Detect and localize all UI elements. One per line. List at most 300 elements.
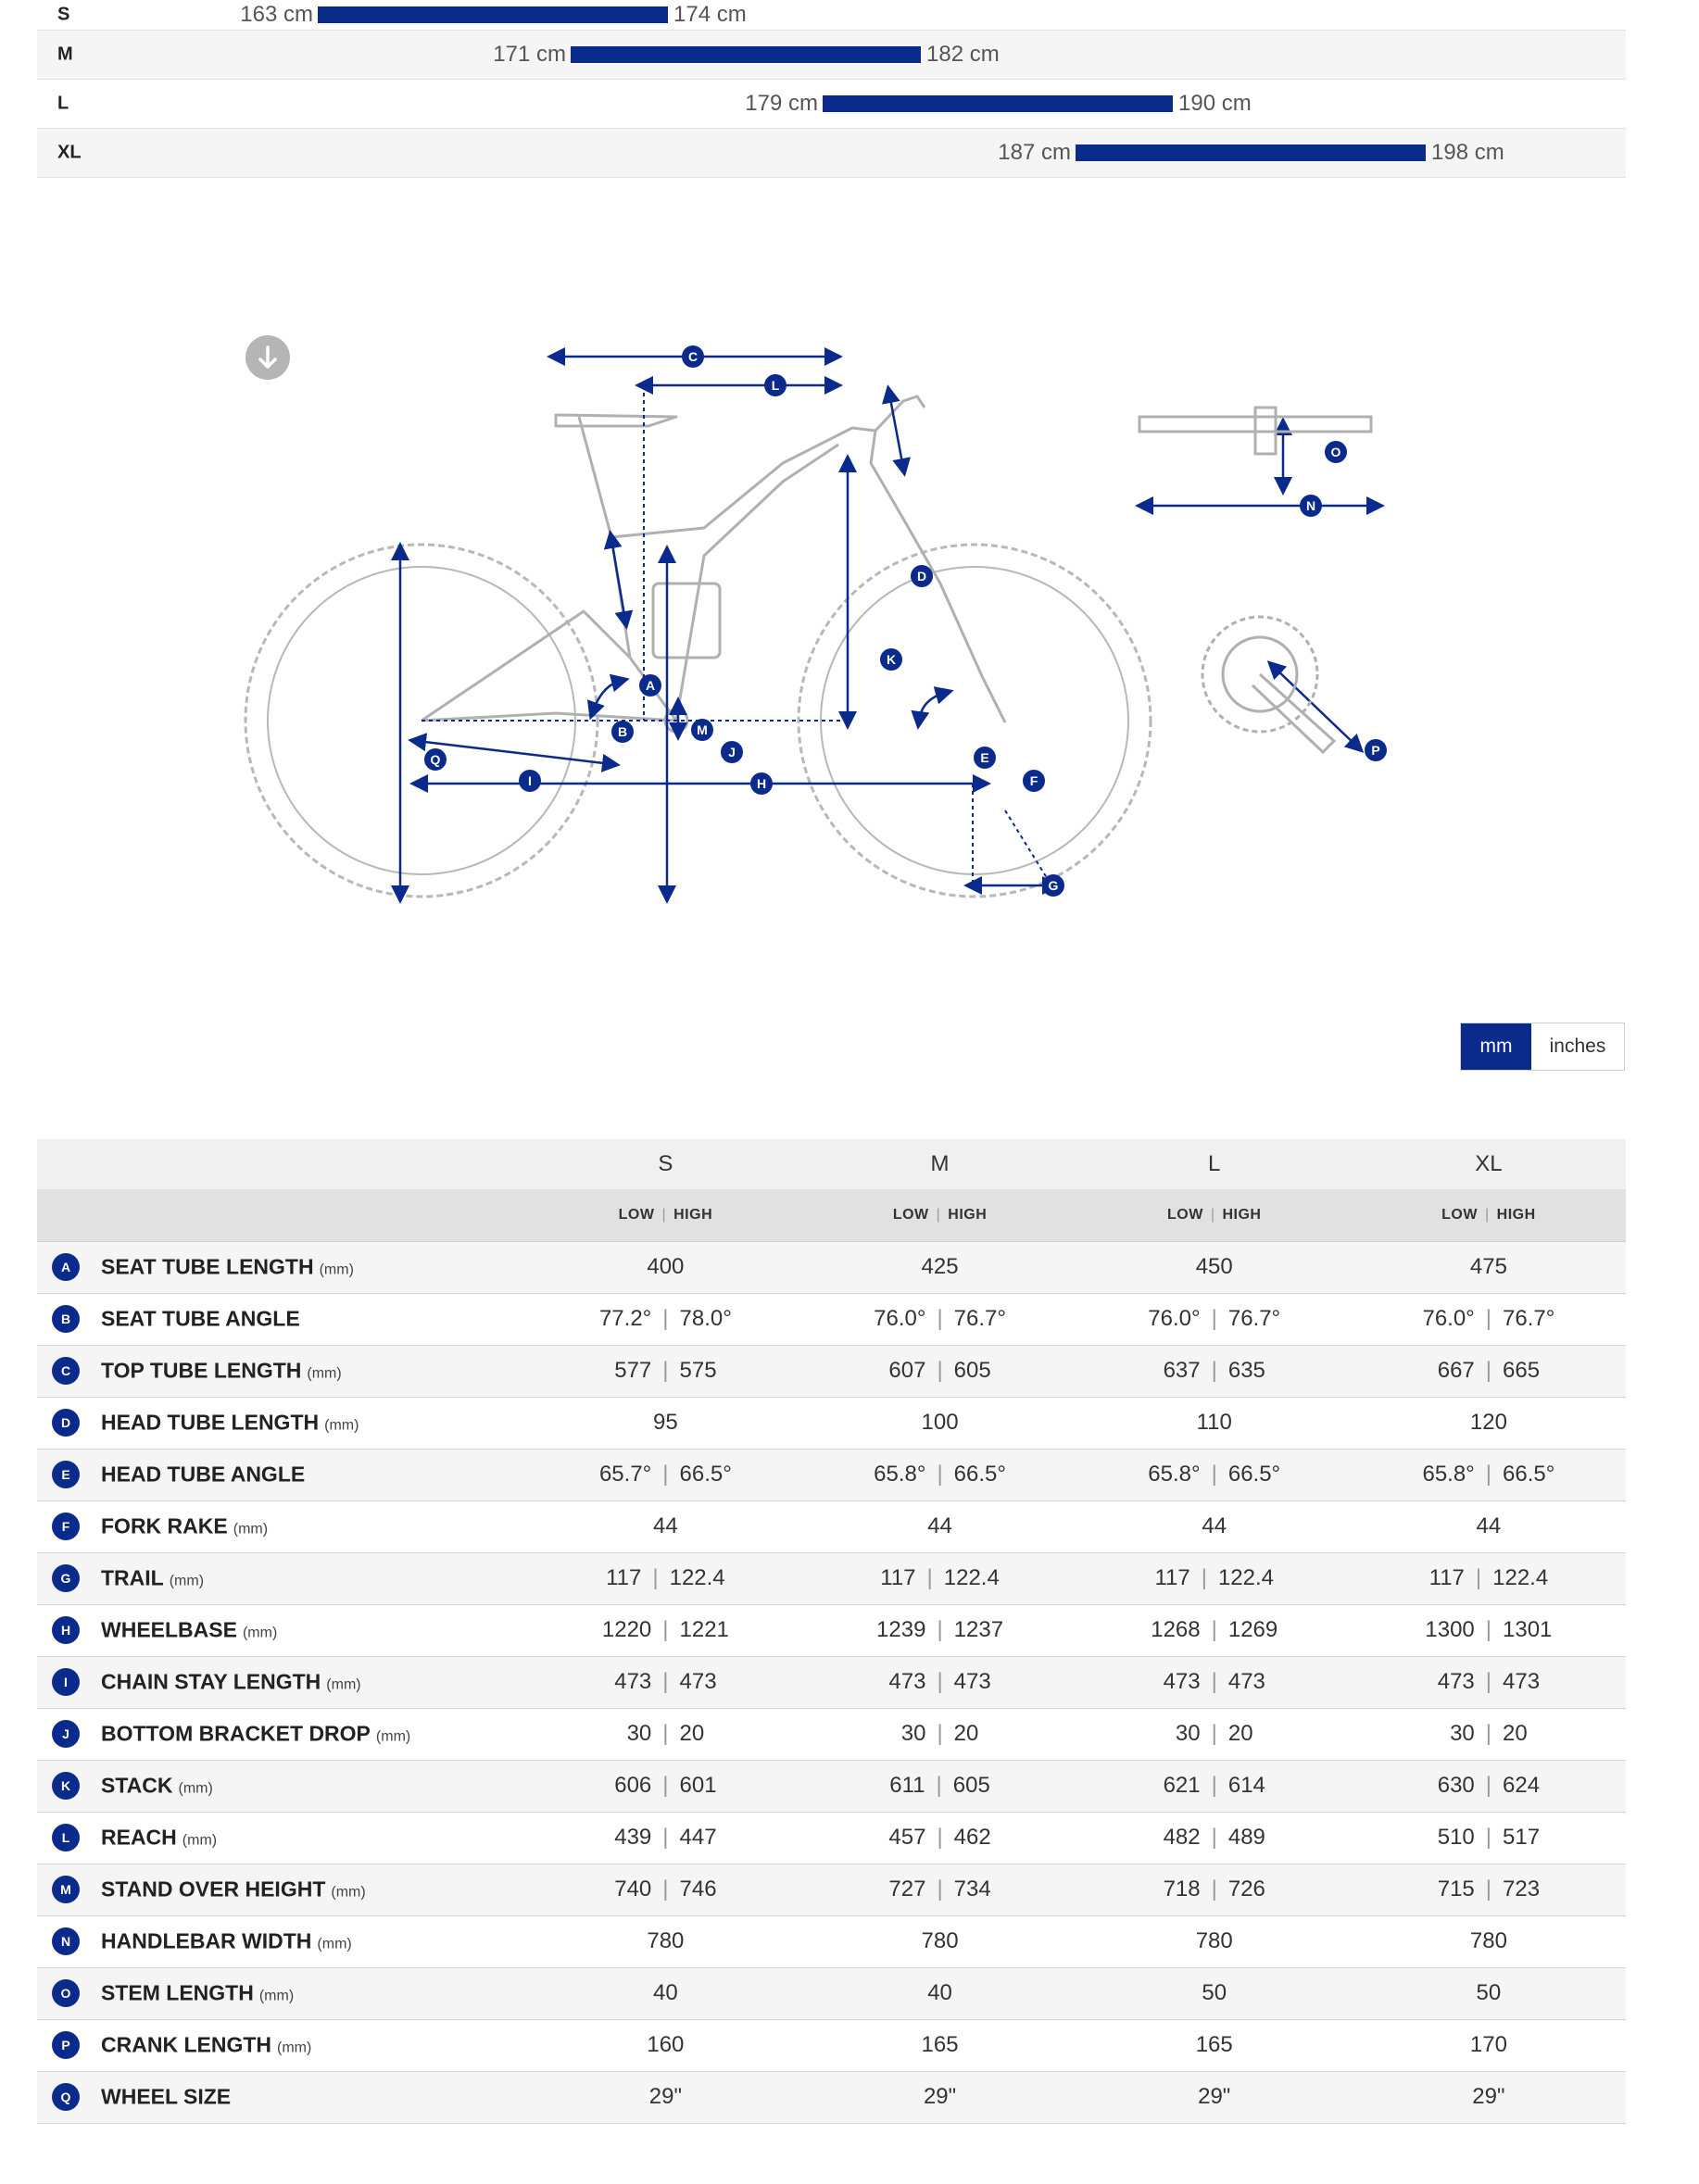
parameter-unit: (mm) — [182, 1832, 218, 1849]
value-high: 20 — [679, 1721, 705, 1746]
value-separator: | — [1211, 1669, 1217, 1694]
parameter-label: HANDLEBAR WIDTH — [101, 1928, 312, 1953]
callout-e — [974, 747, 996, 769]
value-low: 40 — [653, 1980, 678, 2005]
size-label: S — [57, 4, 70, 25]
value-cell — [1352, 1915, 1626, 1967]
value-high: 1269 — [1227, 1617, 1278, 1642]
value-separator: | — [662, 1462, 669, 1487]
parameter-unit: (mm) — [178, 1780, 213, 1797]
value-high: 20 — [1227, 1721, 1253, 1746]
value-cell — [528, 1293, 802, 1345]
parameter-name — [101, 1307, 306, 1332]
size-header-row — [37, 1139, 1626, 1189]
value-low: 120 — [1469, 1410, 1507, 1435]
height-min: 163 cm — [240, 2, 313, 27]
value-high: 517 — [1503, 1825, 1541, 1850]
front-wheel — [799, 545, 1151, 897]
value-separator: | — [1475, 1565, 1482, 1590]
callout-m — [691, 719, 713, 741]
size-header: XL — [1475, 1151, 1503, 1176]
parameter-label: CHAIN STAY LENGTH — [101, 1669, 321, 1694]
rider-height-chart — [37, 0, 1626, 178]
value-high: 489 — [1227, 1825, 1265, 1850]
parameter-name — [101, 1514, 268, 1539]
parameter-cell — [37, 1241, 528, 1293]
parameter-cell — [37, 1449, 528, 1500]
value-separator: | — [926, 1565, 933, 1590]
value-low: 510 — [1437, 1825, 1475, 1850]
value-low: 50 — [1202, 1980, 1227, 2005]
low-label: LOW — [1441, 1206, 1478, 1223]
value-separator: | — [652, 1565, 659, 1590]
parameter-cell — [37, 1915, 528, 1967]
parameter-label: WHEEL SIZE — [101, 2084, 232, 2109]
value-high: 746 — [679, 1876, 717, 1902]
high-label: HIGH — [1222, 1206, 1262, 1223]
value-low: 170 — [1469, 2032, 1507, 2057]
value-high: 462 — [953, 1825, 991, 1850]
value-cell — [528, 2019, 802, 2071]
parameter-badge: L — [52, 1824, 80, 1851]
value-cell — [528, 2071, 802, 2123]
value-cell — [802, 2019, 1076, 2071]
value-cell — [1352, 1293, 1626, 1345]
parameter-badge: F — [52, 1512, 80, 1540]
parameter-unit: (mm) — [169, 1573, 205, 1589]
parameter-badge: C — [52, 1357, 80, 1385]
value-cell — [802, 1708, 1076, 1760]
value-separator: | — [1211, 1462, 1217, 1487]
table-row — [37, 1500, 1626, 1552]
value-separator: | — [1485, 1876, 1492, 1902]
value-cell — [802, 1241, 1076, 1293]
value-high: 122.4 — [1217, 1565, 1274, 1590]
value-high: 635 — [1227, 1358, 1265, 1383]
unit-mm-button[interactable]: mm — [1461, 1023, 1531, 1070]
parameter-cell — [37, 1812, 528, 1864]
table-row — [37, 1967, 1626, 2019]
value-low: 780 — [647, 1928, 685, 1953]
callout-o — [1325, 441, 1347, 463]
parameter-badge: M — [52, 1876, 80, 1903]
value-low: 95 — [653, 1410, 678, 1435]
height-max: 182 cm — [926, 42, 1000, 67]
callout-letter: A — [645, 678, 656, 693]
table-row — [37, 2071, 1626, 2123]
value-low: 1268 — [1151, 1617, 1201, 1642]
value-separator: | — [1211, 1617, 1217, 1642]
crank-detail — [1202, 617, 1334, 752]
parameter-badge: Q — [52, 2083, 80, 2111]
value-separator: | — [936, 1773, 942, 1798]
value-separator: | — [662, 1876, 669, 1902]
low-high-header — [1352, 1189, 1626, 1241]
callout-letter: M — [697, 722, 708, 737]
value-high: 122.4 — [943, 1565, 1000, 1590]
parameter-name — [101, 1618, 277, 1643]
callout-letter: E — [980, 750, 989, 765]
value-low: 165 — [1195, 2032, 1233, 2057]
parameter-label: STEM LENGTH — [101, 1980, 254, 2005]
parameter-name — [101, 1566, 204, 1591]
parameter-cell — [37, 1293, 528, 1345]
parameter-badge: H — [52, 1616, 80, 1644]
table-row — [37, 1864, 1626, 1915]
parameter-label: TRAIL — [101, 1565, 164, 1590]
parameter-label: STACK — [101, 1773, 173, 1798]
value-cell — [1352, 1708, 1626, 1760]
value-low: 400 — [647, 1254, 685, 1279]
high-label: HIGH — [948, 1206, 988, 1223]
frame — [422, 396, 1005, 732]
value-cell — [1077, 1293, 1352, 1345]
value-low: 76.0° — [874, 1306, 926, 1331]
rider-height-row — [37, 129, 1626, 178]
header-blank — [37, 1189, 528, 1241]
value-cell — [528, 1604, 802, 1656]
parameter-cell — [37, 1397, 528, 1449]
value-cell — [1352, 1345, 1626, 1397]
value-cell — [1077, 1241, 1352, 1293]
value-low: 630 — [1437, 1773, 1475, 1798]
callout-g — [1042, 874, 1064, 897]
size-header: S — [658, 1151, 673, 1176]
value-low: 29" — [923, 2084, 957, 2109]
value-high: 66.5° — [1503, 1462, 1555, 1487]
value-cell — [528, 1864, 802, 1915]
value-separator: | — [662, 1617, 669, 1642]
parameter-name — [101, 1411, 359, 1436]
value-cell — [1077, 1500, 1352, 1552]
value-low: 44 — [1476, 1513, 1502, 1538]
value-cell — [528, 1760, 802, 1812]
value-separator: | — [1201, 1565, 1207, 1590]
parameter-label: SEAT TUBE LENGTH — [101, 1254, 314, 1279]
value-cell — [1077, 1864, 1352, 1915]
value-cell — [1077, 1915, 1352, 1967]
height-range-bar — [571, 46, 921, 63]
value-cell — [1077, 1760, 1352, 1812]
parameter-badge: O — [52, 1979, 80, 2007]
value-low: 77.2° — [598, 1306, 652, 1331]
value-separator: | — [937, 1617, 943, 1642]
value-cell — [528, 1967, 802, 2019]
callout-letter: F — [1029, 773, 1038, 788]
parameter-badge: P — [52, 2031, 80, 2059]
value-high: 66.5° — [953, 1462, 1006, 1487]
value-low: 457 — [888, 1825, 926, 1850]
callout-letter: I — [528, 773, 532, 788]
bike-geometry-drawing — [37, 278, 1626, 1010]
parameter-badge: A — [52, 1253, 80, 1281]
value-separator: | — [662, 1669, 669, 1694]
parameter-unit: (mm) — [324, 1417, 359, 1434]
height-min: 179 cm — [745, 91, 818, 116]
callout-n — [1300, 495, 1322, 517]
value-low: 780 — [921, 1928, 959, 1953]
parameter-unit: (mm) — [307, 1365, 342, 1382]
value-separator: | — [662, 1721, 669, 1746]
value-low: 473 — [888, 1669, 926, 1694]
value-cell — [802, 1552, 1076, 1604]
parameter-badge: B — [52, 1305, 80, 1333]
table-row — [37, 1241, 1626, 1293]
value-low: 100 — [921, 1410, 959, 1435]
size-header: L — [1208, 1151, 1221, 1176]
value-cell — [1352, 1812, 1626, 1864]
value-high: 473 — [1227, 1669, 1265, 1694]
parameter-cell — [37, 1708, 528, 1760]
separator: | — [661, 1206, 667, 1223]
callout-k — [880, 648, 902, 671]
callout-letter: L — [771, 378, 780, 393]
callout-l — [764, 374, 787, 396]
parameter-unit: (mm) — [258, 1988, 295, 2004]
value-cell — [802, 1915, 1076, 1967]
value-low: 110 — [1196, 1410, 1232, 1435]
height-max: 198 cm — [1431, 140, 1504, 165]
parameter-name — [101, 1826, 217, 1851]
value-separator: | — [1211, 1721, 1217, 1746]
callout-p — [1365, 739, 1387, 761]
value-low: 727 — [888, 1876, 926, 1902]
value-cell — [802, 1449, 1076, 1500]
value-separator: | — [937, 1825, 943, 1850]
value-high: 723 — [1503, 1876, 1541, 1902]
value-separator: | — [1485, 1617, 1492, 1642]
value-separator: | — [937, 1306, 943, 1331]
value-cell — [1352, 1864, 1626, 1915]
value-cell — [528, 1500, 802, 1552]
callout-letter: G — [1048, 878, 1059, 893]
table-row — [37, 1656, 1626, 1708]
value-cell — [1077, 2019, 1352, 2071]
parameter-label: WHEELBASE — [101, 1617, 237, 1642]
value-high: 76.7° — [1227, 1306, 1281, 1331]
parameter-unit: (mm) — [375, 1728, 411, 1745]
value-low: 30 — [1175, 1721, 1201, 1746]
parameter-unit: (mm) — [326, 1676, 361, 1693]
value-cell — [528, 1397, 802, 1449]
value-separator: | — [937, 1721, 943, 1746]
callout-letter: K — [886, 652, 897, 667]
low-high-header-row — [37, 1189, 1626, 1241]
callout-letter: B — [617, 724, 628, 739]
parameter-unit: (mm) — [319, 1261, 354, 1278]
parameter-unit: (mm) — [331, 1884, 366, 1901]
value-low: 482 — [1163, 1825, 1201, 1850]
separator: | — [936, 1206, 941, 1223]
value-low: 30 — [1450, 1721, 1475, 1746]
separator: | — [1210, 1206, 1215, 1223]
page-content — [37, 0, 1626, 2109]
value-low: 29" — [648, 2084, 682, 2109]
unit-inches-button[interactable]: inches — [1531, 1023, 1624, 1070]
parameter-label: REACH — [101, 1825, 177, 1850]
value-low: 425 — [921, 1254, 959, 1279]
value-high: 76.7° — [1503, 1306, 1555, 1331]
table-row — [37, 1708, 1626, 1760]
callout-letter: H — [756, 776, 767, 791]
value-low: 621 — [1163, 1773, 1201, 1798]
callout-d — [911, 565, 933, 587]
value-low: 40 — [927, 1980, 952, 2005]
parameter-badge: G — [52, 1564, 80, 1592]
value-low: 740 — [614, 1876, 652, 1902]
height-max: 190 cm — [1178, 91, 1252, 116]
table-row — [37, 1915, 1626, 1967]
value-low: 780 — [1195, 1928, 1233, 1953]
download-arrow-icon[interactable] — [245, 335, 290, 380]
value-cell — [1352, 1500, 1626, 1552]
value-low: 117 — [1428, 1565, 1465, 1590]
callout-letter: Q — [430, 752, 441, 767]
value-cell — [528, 1449, 802, 1500]
parameter-name — [101, 1462, 310, 1487]
parameter-cell — [37, 2019, 528, 2071]
parameter-label: BOTTOM BRACKET DROP — [101, 1721, 371, 1746]
value-high: 78.0° — [679, 1306, 732, 1331]
value-low: 50 — [1476, 1980, 1502, 2005]
parameter-cell — [37, 1345, 528, 1397]
value-cell — [1077, 2071, 1352, 2123]
value-separator: | — [1485, 1825, 1492, 1850]
callout-letter: P — [1371, 743, 1380, 758]
value-cell — [802, 1604, 1076, 1656]
value-low: 450 — [1195, 1254, 1233, 1279]
value-separator: | — [1211, 1825, 1217, 1850]
parameter-cell — [37, 1967, 528, 2019]
low-high-header — [802, 1189, 1076, 1241]
value-cell — [1352, 1760, 1626, 1812]
callout-j — [721, 741, 743, 763]
value-low: 611 — [889, 1773, 925, 1798]
value-low: 637 — [1163, 1358, 1201, 1383]
value-low: 117 — [880, 1565, 916, 1590]
callout-i — [519, 770, 541, 792]
value-low: 76.0° — [1148, 1306, 1201, 1331]
parameter-label: SEAT TUBE ANGLE — [101, 1306, 300, 1331]
height-max: 174 cm — [673, 2, 747, 27]
callout-letter: N — [1305, 498, 1316, 513]
low-label: LOW — [892, 1206, 929, 1223]
size-header: M — [930, 1151, 950, 1176]
parameter-unit: (mm) — [242, 1625, 278, 1641]
value-cell — [1077, 1397, 1352, 1449]
callout-a — [639, 674, 661, 697]
value-cell — [1352, 1397, 1626, 1449]
value-low: 44 — [1202, 1513, 1227, 1538]
value-high: 122.4 — [669, 1565, 725, 1590]
parameter-cell — [37, 1500, 528, 1552]
value-low: 65.7° — [598, 1462, 652, 1487]
value-low: 30 — [900, 1721, 926, 1746]
value-cell — [1352, 2071, 1626, 2123]
value-high: 601 — [679, 1773, 717, 1798]
value-high: 473 — [1503, 1669, 1541, 1694]
value-cell — [1352, 1552, 1626, 1604]
value-high: 614 — [1227, 1773, 1265, 1798]
low-high-header — [528, 1189, 802, 1241]
parameter-label: FORK RAKE — [101, 1513, 228, 1538]
parameter-label: TOP TUBE LENGTH — [101, 1358, 302, 1383]
value-low: 160 — [647, 2032, 685, 2057]
value-separator: | — [1485, 1306, 1492, 1331]
parameter-name — [101, 1722, 410, 1747]
high-label: HIGH — [1496, 1206, 1536, 1223]
value-cell — [528, 1915, 802, 1967]
low-label: LOW — [618, 1206, 655, 1223]
value-cell — [1352, 1604, 1626, 1656]
parameter-label: CRANK LENGTH — [101, 2032, 271, 2057]
value-low: 577 — [614, 1358, 652, 1383]
value-low: 715 — [1437, 1876, 1475, 1902]
value-separator: | — [1211, 1876, 1217, 1902]
parameter-cell — [37, 1604, 528, 1656]
table-row — [37, 1397, 1626, 1449]
parameter-badge: N — [52, 1927, 80, 1955]
value-low: 473 — [614, 1669, 652, 1694]
size-label: XL — [57, 142, 82, 163]
parameter-name — [101, 1929, 352, 1954]
value-high: 473 — [679, 1669, 717, 1694]
table-row — [37, 1760, 1626, 1812]
value-high: 665 — [1503, 1358, 1541, 1383]
table-row — [37, 1345, 1626, 1397]
value-cell — [528, 1552, 802, 1604]
value-high: 473 — [953, 1669, 991, 1694]
geometry-diagram — [37, 278, 1626, 1010]
value-cell — [528, 1656, 802, 1708]
value-cell — [1352, 1241, 1626, 1293]
header-blank — [37, 1139, 528, 1189]
value-high: 66.5° — [679, 1462, 732, 1487]
value-high: 20 — [953, 1721, 979, 1746]
value-separator: | — [937, 1876, 943, 1902]
value-separator: | — [662, 1825, 669, 1850]
value-cell — [1352, 1656, 1626, 1708]
parameter-cell — [37, 1760, 528, 1812]
value-low: 44 — [653, 1513, 678, 1538]
value-high: 734 — [953, 1876, 991, 1902]
value-separator: | — [1485, 1358, 1492, 1383]
value-low: 1239 — [876, 1617, 926, 1642]
parameter-cell — [37, 1656, 528, 1708]
value-cell — [1077, 1604, 1352, 1656]
value-cell — [1077, 1656, 1352, 1708]
value-separator: | — [937, 1669, 943, 1694]
value-cell — [528, 1812, 802, 1864]
value-cell — [802, 1967, 1076, 2019]
value-separator: | — [1485, 1462, 1492, 1487]
parameter-cell — [37, 1864, 528, 1915]
size-label: M — [57, 44, 73, 65]
value-low: 1220 — [601, 1617, 652, 1642]
table-row — [37, 1604, 1626, 1656]
value-cell — [802, 1812, 1076, 1864]
value-high: 1237 — [953, 1617, 1004, 1642]
table-row — [37, 1812, 1626, 1864]
value-separator: | — [1485, 1773, 1492, 1798]
callout-c — [682, 345, 704, 368]
parameter-badge: K — [52, 1772, 80, 1800]
parameter-cell — [37, 1552, 528, 1604]
height-range-bar — [318, 6, 668, 23]
value-low: 65.8° — [874, 1462, 926, 1487]
callout-b — [611, 721, 634, 743]
value-high: 1221 — [679, 1617, 729, 1642]
